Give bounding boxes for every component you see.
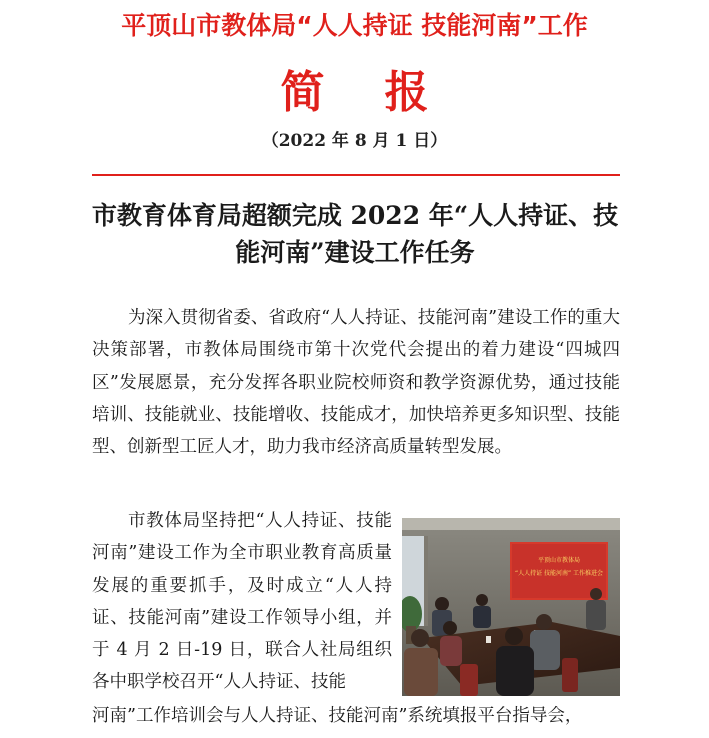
meeting-photo: [402, 518, 620, 696]
article-title-line-1: 市教育体育局超额完成 2022 年“人人持证、技: [91, 201, 619, 230]
article-title: [80, 197, 630, 271]
paragraph-1: 为深入贯彻省委、省政府“人人持证、技能河南”建设工作的重大决策部署，市教体局围绕市第十次党代会提出的着力建设“四城四区”发展愿景，充分发挥各职业院校师资和教学资源优势，通过技能培训、技能就业、技能增收、技能成才，加快培养更多知识型、技能型、创新型工匠人才，助力我市经济高质量转型发展。: [92, 308, 620, 458]
paragraph-3: 河南”工作培训会与人人持证、技能河南”系统填报平台指导会，: [92, 706, 583, 726]
screen-text-line-2: “人人持证 技能河南” 工作推进会: [514, 570, 604, 577]
paragraph-2: 市教体局坚持把“人人持证、技能河南”建设工作为全市职业教育高质量发展的重要抓手，及时成立“人人持证、技能河南”建设工作领导小组，并于 4 月 2 日-19 日，联合人社局组织各中职学校召开“人人持证、技能: [92, 511, 392, 693]
bulletin-header-title: 平顶山市教体局“人人持证 技能河南”工作: [121, 11, 588, 40]
bulletin-date: （2022 年 8 月 1 日）: [261, 131, 448, 151]
bulletin-main-title: 简报: [280, 67, 489, 118]
screen-text-line-1: 平顶山市教体局: [537, 557, 581, 564]
article-title-line-2: 能河南”建设工作任务: [235, 238, 475, 267]
header-divider: [92, 174, 620, 176]
